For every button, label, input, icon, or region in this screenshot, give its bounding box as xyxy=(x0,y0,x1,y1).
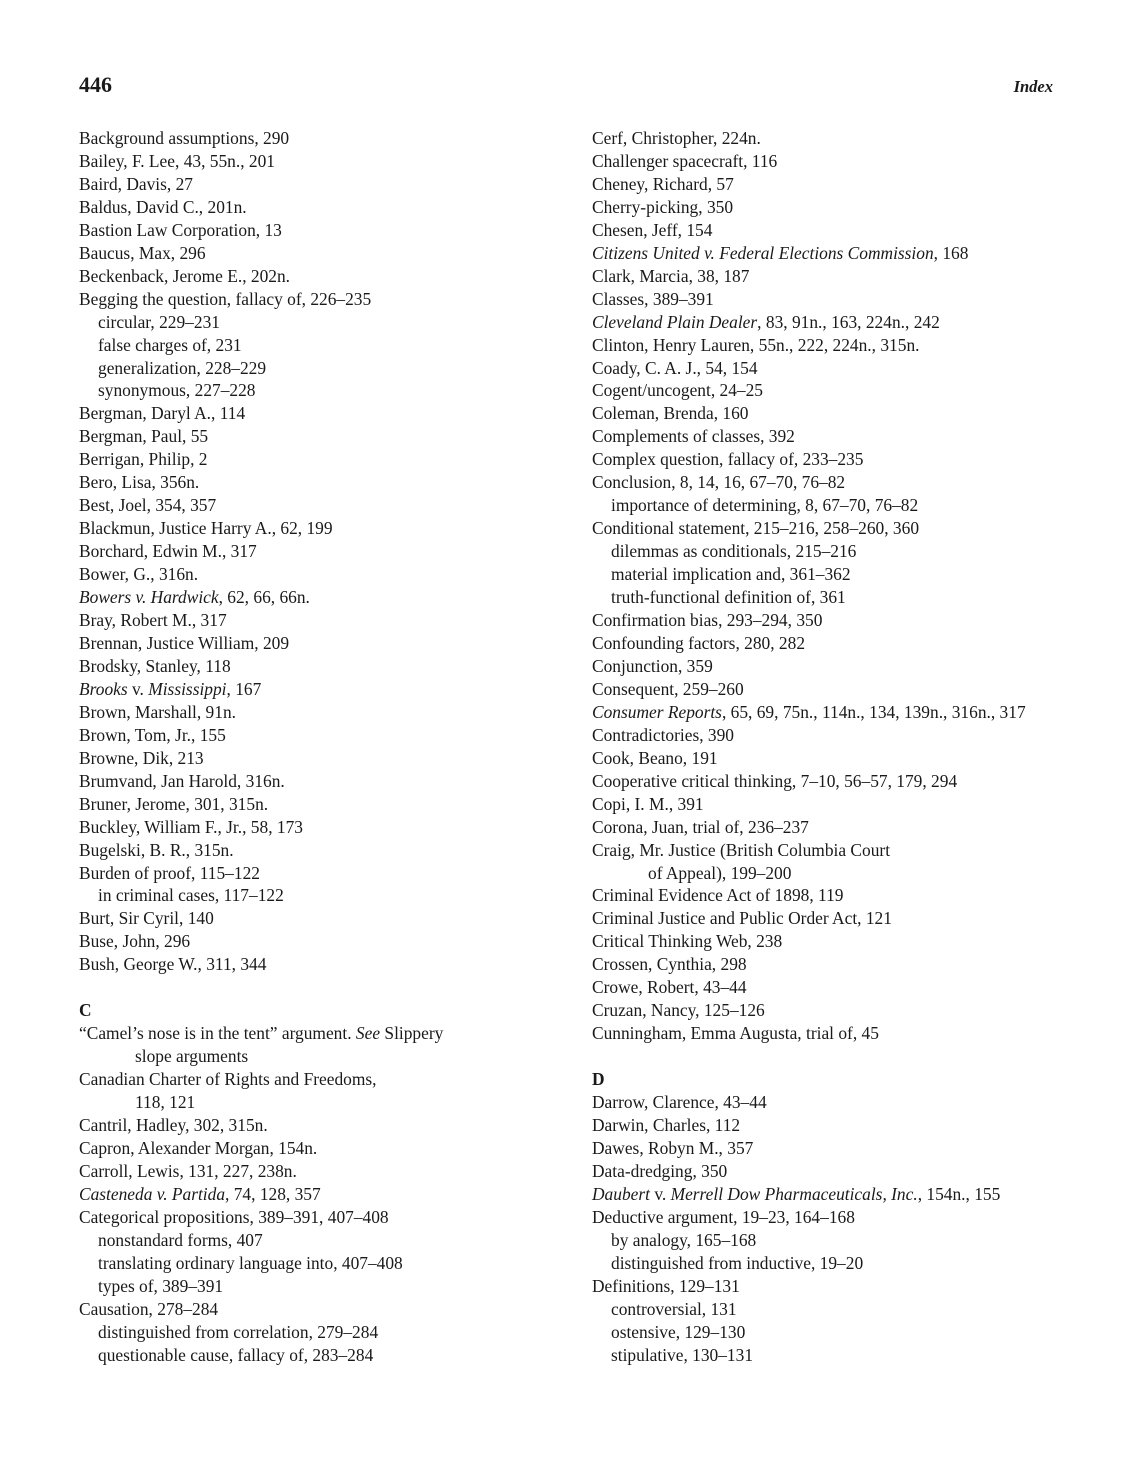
index-subentry: circular, 229–231 xyxy=(98,311,220,332)
index-entry: Brodsky, Stanley, 118 xyxy=(79,655,231,676)
index-subentry: by analogy, 165–168 xyxy=(611,1229,757,1250)
index-entry: Contradictories, 390 xyxy=(592,724,734,745)
index-entry: Dawes, Robyn M., 357 xyxy=(592,1137,754,1158)
index-entry: Cheney, Richard, 57 xyxy=(592,173,734,194)
index-subentry: translating ordinary language into, 407–408 xyxy=(98,1252,403,1273)
index-entry-continuation: 118, 121 xyxy=(135,1092,196,1113)
index-column-right xyxy=(592,127,1062,1367)
index-entry: Baird, Davis, 27 xyxy=(79,173,193,194)
index-subentry: stipulative, 130–131 xyxy=(611,1344,754,1365)
index-entry: Citizens United v. Federal Elections Commission, 168 xyxy=(592,242,969,263)
index-entry: Bower, G., 316n. xyxy=(79,564,199,585)
index-entry: Buse, John, 296 xyxy=(79,931,191,952)
index-entry: Critical Thinking Web, 238 xyxy=(592,931,783,952)
index-entry: Criminal Evidence Act of 1898, 119 xyxy=(592,885,844,906)
index-entry: Confounding factors, 280, 282 xyxy=(592,632,806,653)
index-entry: Best, Joel, 354, 357 xyxy=(79,495,217,516)
index-entry: Cruzan, Nancy, 125–126 xyxy=(592,1000,765,1021)
index-entry: Cook, Beano, 191 xyxy=(592,747,718,768)
index-subentry: ostensive, 129–130 xyxy=(611,1321,746,1342)
index-entry: Bastion Law Corporation, 13 xyxy=(79,219,282,240)
index-entry: Brooks v. Mississippi, 167 xyxy=(79,678,262,699)
index-subentry: nonstandard forms, 407 xyxy=(98,1229,263,1250)
index-entry: Conjunction, 359 xyxy=(592,655,713,676)
index-subentry: distinguished from inductive, 19–20 xyxy=(611,1252,864,1273)
index-entry: Consequent, 259–260 xyxy=(592,678,744,699)
index-entry: Berrigan, Philip, 2 xyxy=(79,449,208,470)
index-entry: Beckenback, Jerome E., 202n. xyxy=(79,265,291,286)
index-entry: Chesen, Jeff, 154 xyxy=(592,219,713,240)
index-entry: Definitions, 129–131 xyxy=(592,1275,740,1296)
index-entry: Cherry-picking, 350 xyxy=(592,196,734,217)
index-entry: Brown, Marshall, 91n. xyxy=(79,701,236,722)
index-entry: Brown, Tom, Jr., 155 xyxy=(79,724,226,745)
page-number: 446 xyxy=(79,72,112,97)
index-entry: Carroll, Lewis, 131, 227, 238n. xyxy=(79,1160,297,1181)
running-head: Index xyxy=(1013,77,1053,96)
index-entry: Cantril, Hadley, 302, 315n. xyxy=(79,1115,268,1136)
index-entry: Categorical propositions, 389–391, 407–408 xyxy=(79,1206,389,1227)
index-entry: Classes, 389–391 xyxy=(592,288,714,309)
index-entry: Begging the question, fallacy of, 226–235 xyxy=(79,288,372,309)
index-entry: Crowe, Robert, 43–44 xyxy=(592,977,747,998)
index-entry: Cogent/uncogent, 24–25 xyxy=(592,380,763,401)
index-entry: Complements of classes, 392 xyxy=(592,426,795,447)
index-entry: Criminal Justice and Public Order Act, 121 xyxy=(592,908,892,929)
index-entry: Darwin, Charles, 112 xyxy=(592,1115,741,1136)
index-entry: Cooperative critical thinking, 7–10, 56–57, 179, 294 xyxy=(592,770,958,791)
index-entry: Canadian Charter of Rights and Freedoms, xyxy=(79,1069,377,1090)
index-entry: Causation, 278–284 xyxy=(79,1298,219,1319)
index-entry: Bugelski, B. R., 315n. xyxy=(79,839,234,860)
index-entry: Cerf, Christopher, 224n. xyxy=(592,128,761,148)
index-entry: Blackmun, Justice Harry A., 62, 199 xyxy=(79,518,333,539)
index-entry: Darrow, Clarence, 43–44 xyxy=(592,1092,767,1113)
index-subentry: truth-functional definition of, 361 xyxy=(611,587,846,608)
index-subentry: controversial, 131 xyxy=(611,1298,737,1319)
index-entry: Clinton, Henry Lauren, 55n., 222, 224n., 315n. xyxy=(592,334,920,355)
index-entry: Baldus, David C., 201n. xyxy=(79,196,247,217)
index-entry: Borchard, Edwin M., 317 xyxy=(79,541,257,562)
index-subentry: synonymous, 227–228 xyxy=(98,380,256,401)
index-entry: Bush, George W., 311, 344 xyxy=(79,954,267,975)
index-subentry: false charges of, 231 xyxy=(98,334,242,355)
index-entry-continuation: of Appeal), 199–200 xyxy=(648,862,792,883)
index-entry: Bruner, Jerome, 301, 315n. xyxy=(79,793,269,814)
index-entry: Corona, Juan, trial of, 236–237 xyxy=(592,816,809,837)
index-entry: Cleveland Plain Dealer, 83, 91n., 163, 224n., 242 xyxy=(592,311,940,332)
index-entry: Craig, Mr. Justice (British Columbia Court xyxy=(592,839,891,860)
index-subentry: types of, 389–391 xyxy=(98,1275,224,1296)
index-entry: Complex question, fallacy of, 233–235 xyxy=(592,449,864,470)
index-subentry: in criminal cases, 117–122 xyxy=(98,885,284,906)
index-subentry: importance of determining, 8, 67–70, 76–82 xyxy=(611,495,919,516)
index-entry: Data-dredging, 350 xyxy=(592,1160,728,1181)
index-entry: Bergman, Paul, 55 xyxy=(79,426,209,447)
index-entry: Challenger spacecraft, 116 xyxy=(592,150,778,171)
index-entry: Bowers v. Hardwick, 62, 66, 66n. xyxy=(79,587,310,608)
index-entry: Consumer Reports, 65, 69, 75n., 114n., 134, 139n., 316n., 317 xyxy=(592,701,1026,722)
index-entry: Coleman, Brenda, 160 xyxy=(592,403,749,424)
index-entry: Conclusion, 8, 14, 16, 67–70, 76–82 xyxy=(592,472,846,493)
index-entry: Casteneda v. Partida, 74, 128, 357 xyxy=(79,1183,321,1204)
index-entry: Brennan, Justice William, 209 xyxy=(79,632,290,653)
index-entry: Capron, Alexander Morgan, 154n. xyxy=(79,1137,318,1158)
index-entry: Bailey, F. Lee, 43, 55n., 201 xyxy=(79,150,275,171)
index-entry: Buckley, William F., Jr., 58, 173 xyxy=(79,816,303,837)
index-letter-heading: C xyxy=(79,1000,92,1021)
index-entry: Crossen, Cynthia, 298 xyxy=(592,954,747,975)
index-entry: Bergman, Daryl A., 114 xyxy=(79,403,246,424)
index-entry: Brumvand, Jan Harold, 316n. xyxy=(79,770,285,791)
index-entry: Clark, Marcia, 38, 187 xyxy=(592,265,750,286)
index-entry: Confirmation bias, 293–294, 350 xyxy=(592,610,823,631)
index-entry: Bray, Robert M., 317 xyxy=(79,610,227,631)
index-entry: Coady, C. A. J., 54, 154 xyxy=(592,357,758,378)
index-entry: Burt, Sir Cyril, 140 xyxy=(79,908,214,929)
index-subentry: dilemmas as conditionals, 215–216 xyxy=(611,541,857,562)
index-subentry: generalization, 228–229 xyxy=(98,357,267,378)
index-entry: Daubert v. Merrell Dow Pharmaceuticals, Inc., 154n., 155 xyxy=(592,1183,1001,1204)
index-entry: “Camel’s nose is in the tent” argument. See Slippery xyxy=(79,1023,444,1044)
index-subentry: material implication and, 361–362 xyxy=(611,564,851,585)
index-entry-continuation: slope arguments xyxy=(135,1046,249,1067)
index-letter-heading: D xyxy=(592,1069,605,1090)
index-entry: Deductive argument, 19–23, 164–168 xyxy=(592,1206,855,1227)
index-entry: Background assumptions, 290 xyxy=(79,128,290,148)
index-entry: Browne, Dik, 213 xyxy=(79,747,204,768)
index-entry: Burden of proof, 115–122 xyxy=(79,862,260,883)
index-entry: Bero, Lisa, 356n. xyxy=(79,472,200,493)
index-column-left xyxy=(79,127,549,1367)
index-entry: Conditional statement, 215–216, 258–260, 360 xyxy=(592,518,920,539)
index-entry: Baucus, Max, 296 xyxy=(79,242,206,263)
index-entry: Cunningham, Emma Augusta, trial of, 45 xyxy=(592,1023,879,1044)
index-entry: Copi, I. M., 391 xyxy=(592,793,704,814)
index-subentry: distinguished from correlation, 279–284 xyxy=(98,1321,379,1342)
index-subentry: questionable cause, fallacy of, 283–284 xyxy=(98,1344,374,1365)
